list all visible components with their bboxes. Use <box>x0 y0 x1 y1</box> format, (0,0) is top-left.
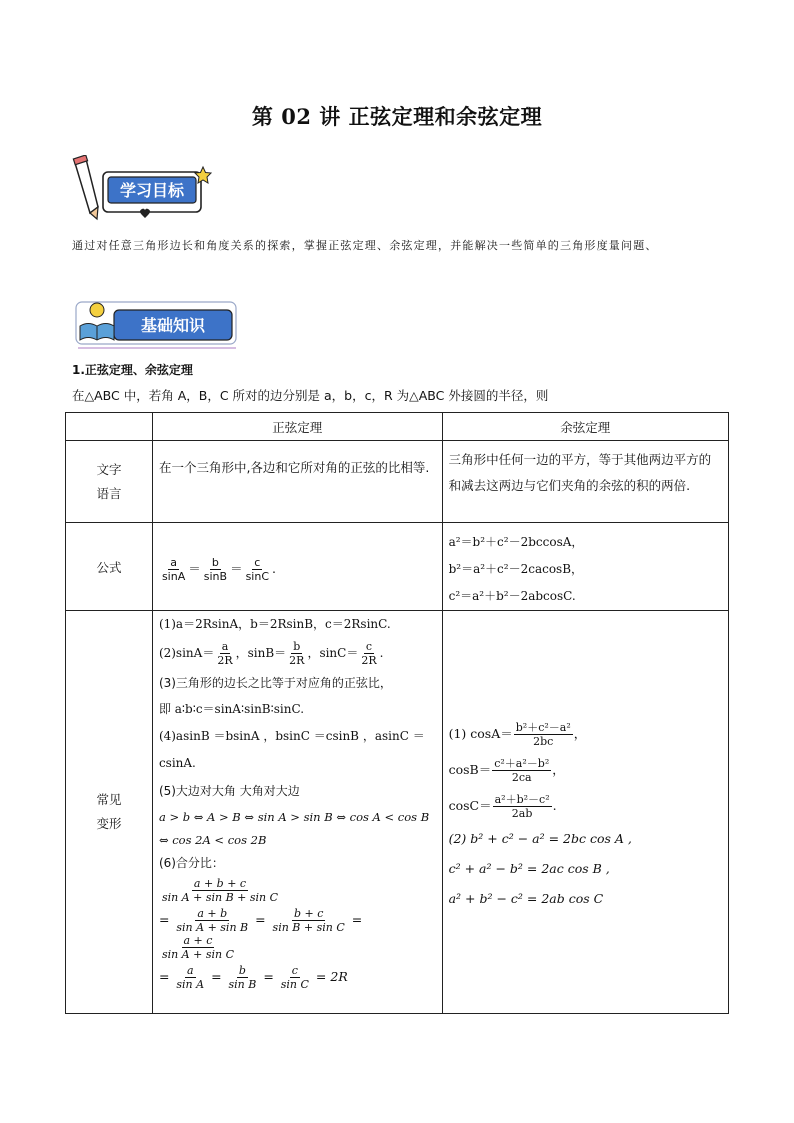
cosine-formulas: a²＝b²＋c²－2bccosA， b²＝a²＋c²－2cacosB， c²＝a²＋b²－2abcosC. <box>442 523 728 611</box>
basics-banner <box>72 298 244 350</box>
header-cosine: 余弦定理 <box>442 413 728 441</box>
cosine-variants: (1) cosA＝ $\frac{\text{b²＋c²－a²}}{2bc}$ ， cosB＝ $\frac{\text{c²＋a²－b²}}{2ca}$ ， cosC＝ $\frac{\text{a²＋b²－c²}}{2ab}$ . (2) b² + c² − a² = 2bc cos A , c² + a² − b² = 2ac cos B , a² + b² − c² = 2ab cos C <box>442 611 728 1014</box>
page-title: 第 02 讲 正弦定理和余弦定理 <box>251 104 543 129</box>
learning-goals-label: 学习目标 <box>119 181 185 200</box>
row-label-text: 文字 语言 <box>66 441 153 523</box>
intro-paragraph: 通过对任意三角形边长和角度关系的探索，掌握正弦定理、余弦定理，并能解决一些简单的三角形度量问题、 <box>72 239 658 252</box>
premise-text: 在△ABC 中，若角 A，B，C 所对的边分别是 a，b，c，R 为△ABC 外接圆的半径，则 <box>72 388 549 403</box>
basics-label: 基础知识 <box>140 316 206 335</box>
table-row <box>66 441 729 523</box>
table-row <box>66 523 729 611</box>
row-label-formula: 公式 <box>66 523 153 611</box>
section-heading: 1.正弦定理、余弦定理 <box>72 363 193 377</box>
heart-icon <box>140 209 150 218</box>
theorem-table <box>65 412 729 1014</box>
learning-goals-banner <box>70 155 215 227</box>
table-header-row <box>66 413 729 441</box>
pencil-icon <box>73 155 98 219</box>
table-row <box>66 611 729 1014</box>
sine-variants: (1)a＝2RsinA，b＝2RsinB，c＝2RsinC. (2)sinA＝ $\frac{a}{2R}$ ，sinB＝ $\frac{b}{2R}$ ，sinC＝ $\frac{c}{2R}$ . (3)三角形的边长之比等于对应角的正弦比， 即 a∶b∶c＝sinA∶sinB∶sinC. (4)asinB ＝bsinA ，bsinC ＝csinB ，asinC ＝ csinA. (5)大边对大角 大角对大边 a > b ⇔ A > B ⇔ sin A > sin B ⇔ cos A < cos B ⇔ cos 2A < cos 2B (6)合分比： $\frac{a + b + c}{\text{sin A + sin B + sin C}}$ = $\frac{a + b}{\text{sin A + sin B}}$ = $\frac{b + c}{\text{sin B + sin C}}$ = $\frac{a + c}{\text{sin A + sin C}}$ = $\frac{a}{\text{sin A}}$ = $\frac{b}{\text{sin B}}$ = $\frac{c}{\text{sin C}}$ = 2R <box>152 611 442 1014</box>
sine-formula: $\frac{a}{\sin A}$ ＝ $\frac{b}{\sin B}$ ＝ $\frac{c}{\sin C}$ . <box>152 523 442 611</box>
cosine-text: 三角形中任何一边的平方，等于其他两边平方的和减去这两边与它们夹角的余弦的积的两倍. <box>442 441 728 523</box>
sine-text: 在一个三角形中,各边和它所对角的正弦的比相等. <box>152 441 442 523</box>
header-sine: 正弦定理 <box>152 413 442 441</box>
row-label-variants: 常见 变形 <box>66 611 153 1014</box>
